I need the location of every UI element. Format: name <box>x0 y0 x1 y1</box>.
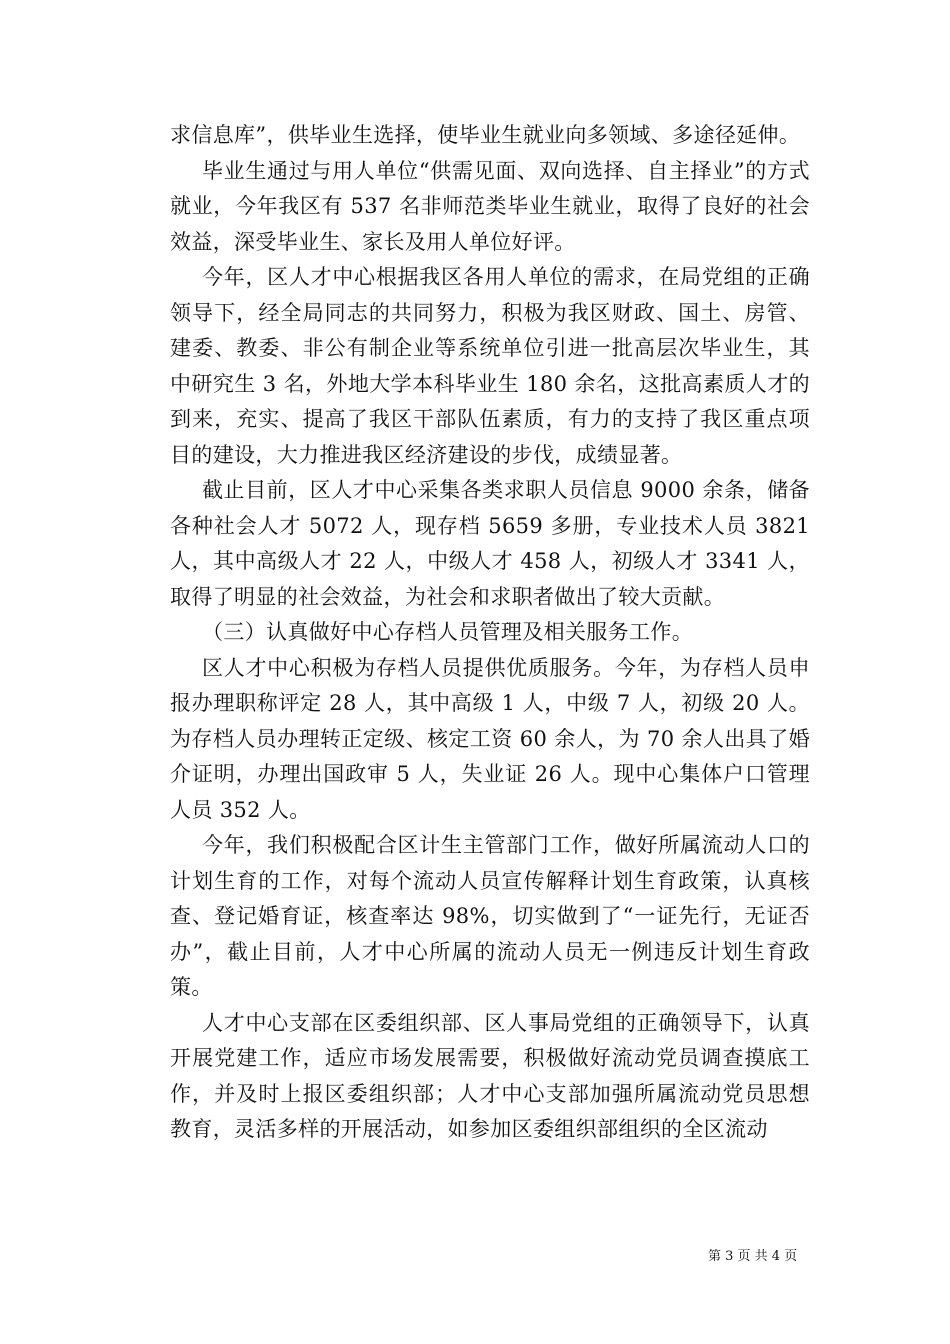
paragraph-8: 人才中心支部在区委组织部、区人事局党组的正确领导下，认真开展党建工作，适应市场发展需要，积极做好流动党员调查摸底工作，并及时上报区委组织部；人才中心支部加强所属流动党员思想教育，灵活多样的开展活动，如参加区委组织部组织的全区流动 <box>170 1010 810 1141</box>
page-number-footer: 第 3 页 共 4 页 <box>708 1249 798 1264</box>
paragraph-1: 求信息库”，供毕业生选择，使毕业生就业向多领域、多途径延伸。 <box>170 123 801 147</box>
paragraph-4: 截止目前，区人才中心采集各类求职人员信息 9000 余条，储备各种社会人才 5072 人，现存档 5659 多册，专业技术人员 3821 人，其中高级人才 22 人，中级人才 458 人，初级人才 3341 人，取得了明显的社会效益，为社会和求职者做出了较大贡献。 <box>170 478 810 609</box>
section-heading: （三）认真做好中心存档人员管理及相关服务工作。 <box>202 620 694 644</box>
document-body <box>170 118 810 1148</box>
paragraph-2: 毕业生通过与用人单位“供需见面、双向选择、自主择业”的方式就业，今年我区有 537 名非师范类毕业生就业，取得了良好的社会效益，深受毕业生、家长及用人单位好评。 <box>170 158 810 254</box>
paragraph-3: 今年，区人才中心根据我区各用人单位的需求，在局党组的正确领导下，经全局同志的共同努力，积极为我区财政、国土、房管、建委、教委、非公有制企业等系统单位引进一批高层次毕业生，其中研究生 3 名，外地大学本科毕业生 180 余名，这批高素质人才的到来，充实、提高了我区干部队伍素质，有力的支持了我区重点项目的建设，大力推进我区经济建设的步伐，成绩显著。 <box>170 265 810 467</box>
paragraph-7: 今年，我们积极配合区计生主管部门工作，做好所属流动人口的计划生育的工作，对每个流动人员宣传解释计划生育政策，认真核查、登记婚育证，核查率达 98%，切实做到了“一证先行，无证否办”，截止目前，人才中心所属的流动人员无一例违反计划生育政策。 <box>170 833 810 999</box>
paragraph-6: 区人才中心积极为存档人员提供优质服务。今年，为存档人员申报办理职称评定 28 人，其中高级 1 人，中级 7 人，初级 20 人。为存档人员办理转正定级、核定工资 60 余人，为 70 余人出具了婚介证明，办理出国政审 5 人，失业证 26 人。现中心集体户口管理人员 352 人。 <box>170 655 810 822</box>
